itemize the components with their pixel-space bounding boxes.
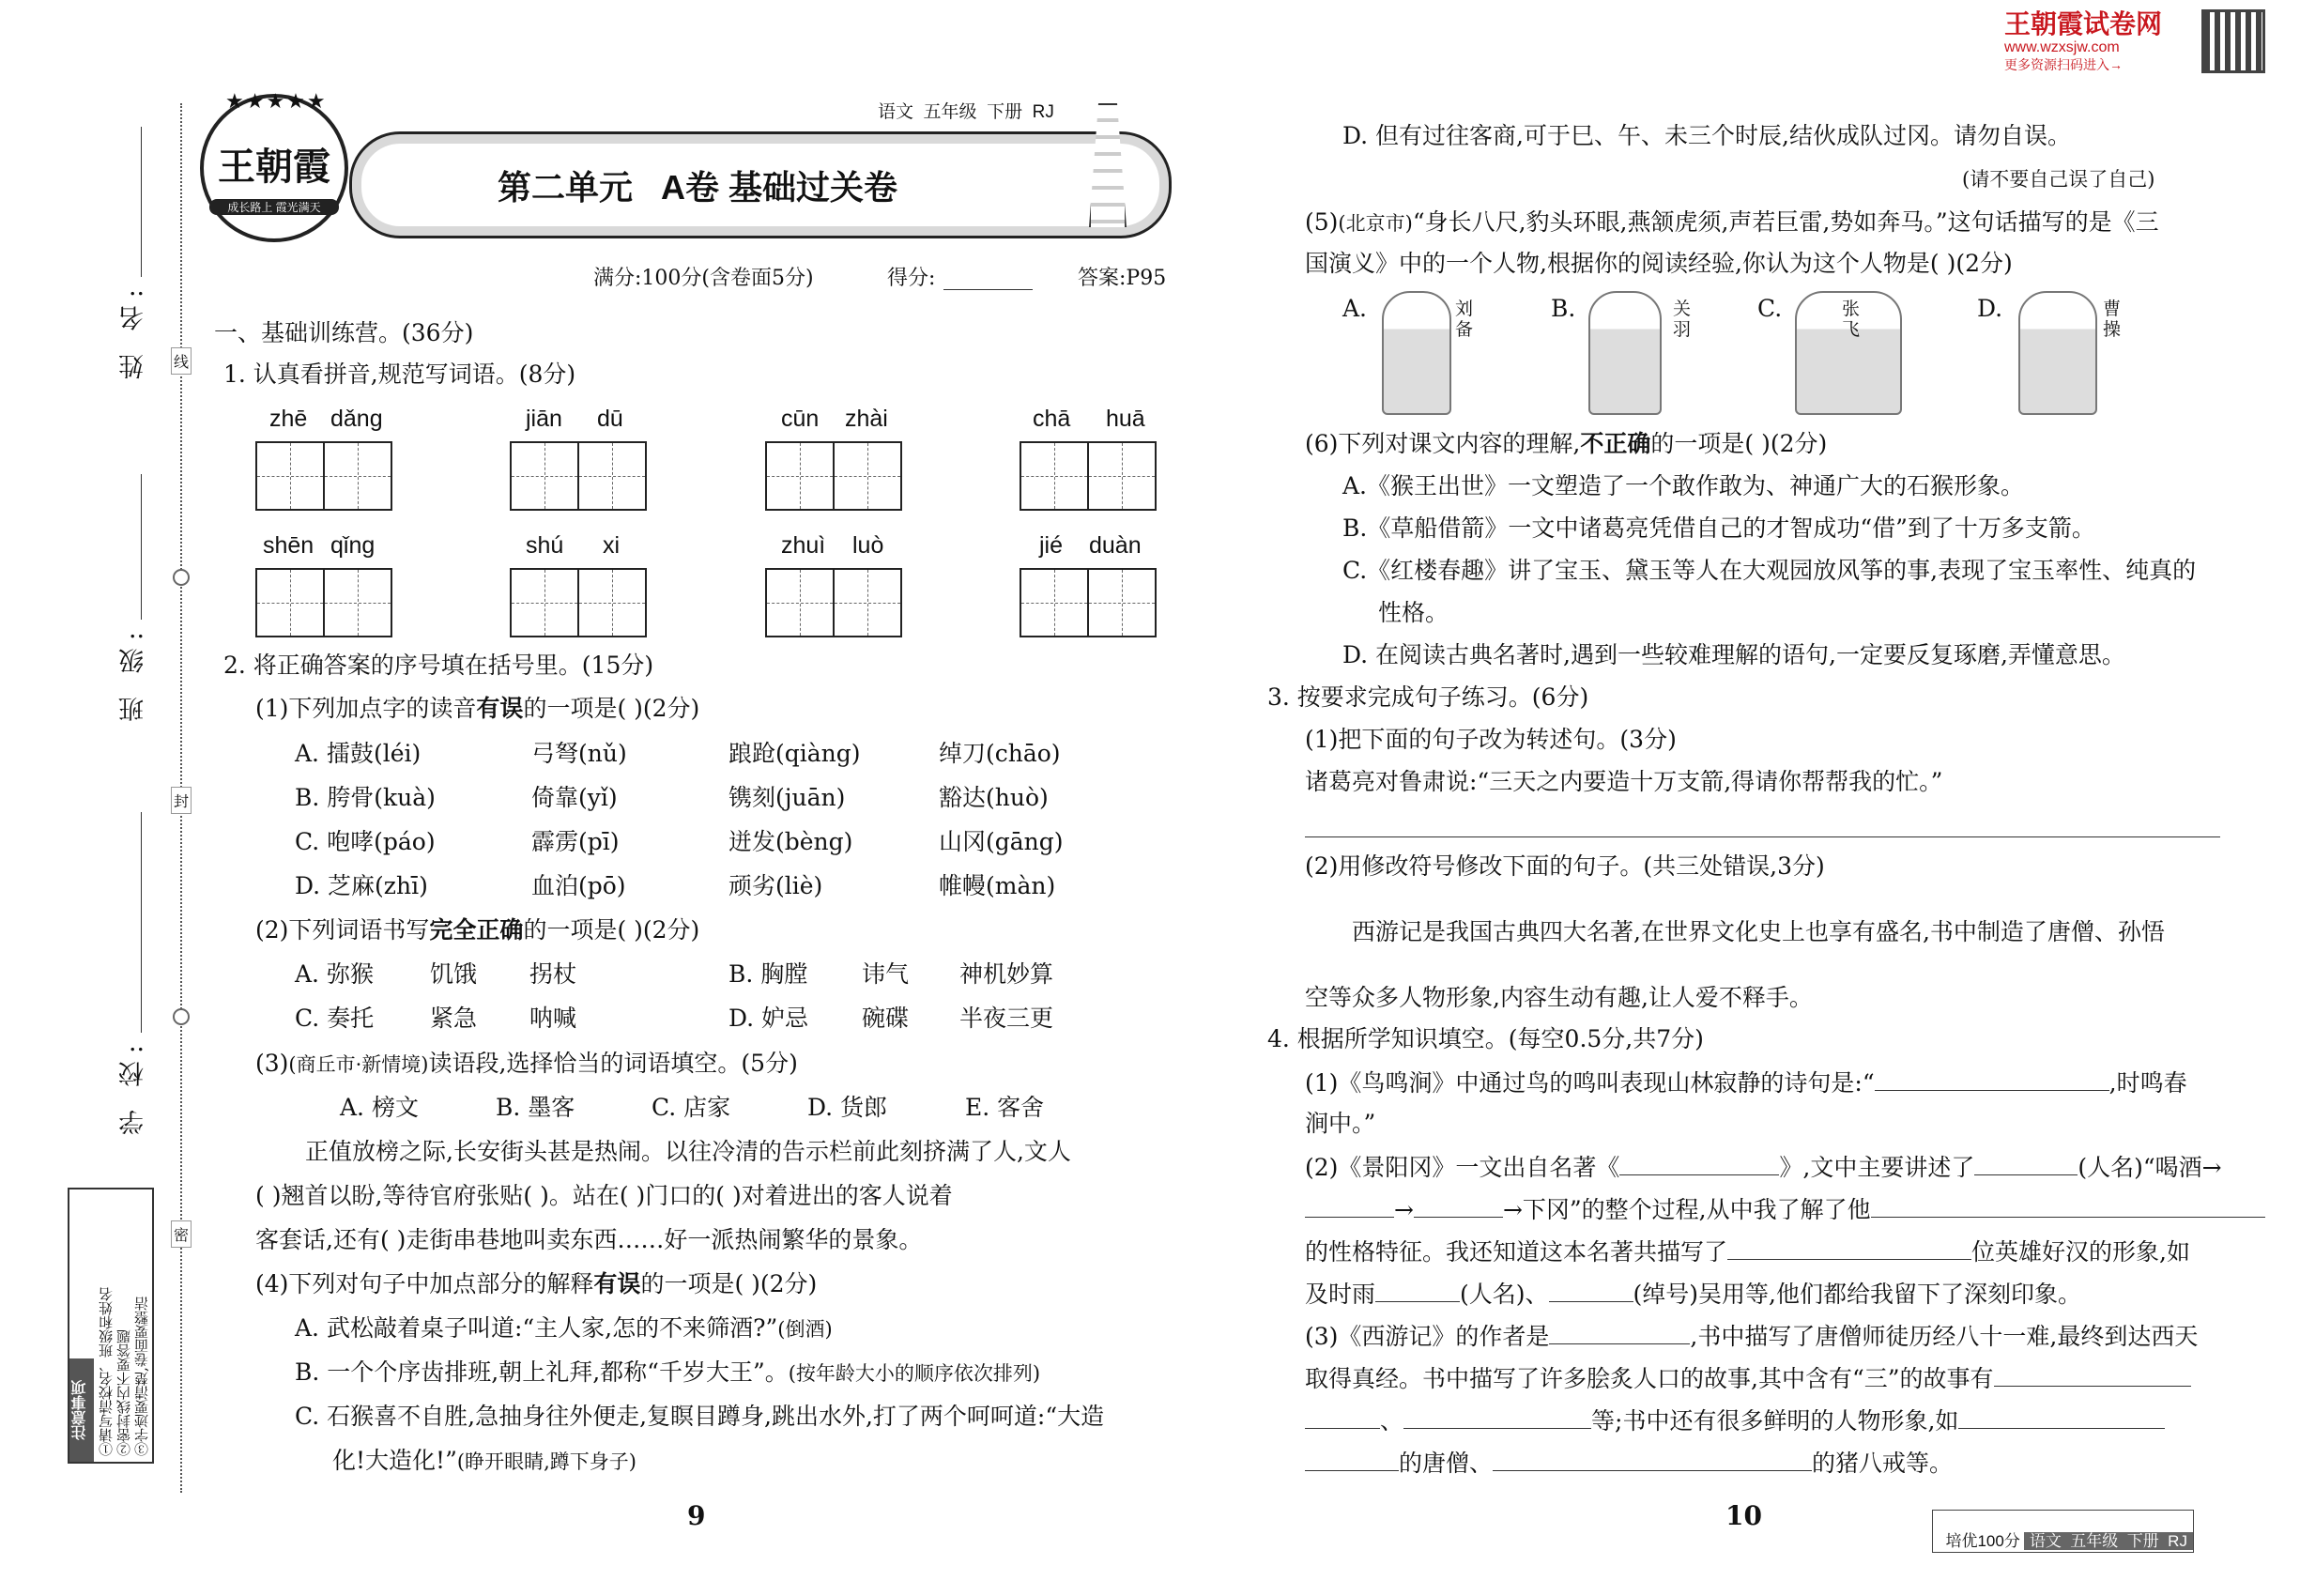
q3-p2-line1: 西游记是我国古典四大名著,在世界文化史上也享有盛名,书中制造了唐僧、孙悟 (1352, 918, 2165, 945)
q2-p1-option-a3: 踉跄(qiàng) (728, 740, 861, 767)
q4-s1: (1)《鸟鸣涧》中通过鸟的鸣叫表现山林寂静的诗句是:“ ,时鸣春 (1305, 1066, 2187, 1099)
q2-p2-a6: 神机妙算 (959, 960, 1054, 988)
q2-p1-option-b2: 倚靠(yǐ) (531, 784, 618, 811)
pinyin-5b: qǐng (330, 532, 376, 559)
q2-p1-option-a2: 弓弩(nǔ) (531, 740, 627, 767)
guan-yu-figure-icon (1588, 291, 1662, 415)
series-name: 培优100分 (1945, 1532, 2020, 1550)
q2-p3-passage-2: ( )翘首以盼,等待官府张贴( )。站在( )门口的( )对着进出的客人说着 (255, 1182, 953, 1209)
blank[interactable] (1727, 1235, 1971, 1260)
q2-p1-option-b1: B. 胯骨(kuà) (295, 784, 436, 811)
blank[interactable] (1403, 1404, 1591, 1429)
cut-mark-top: 线 (171, 347, 192, 375)
p5-option-d-letter: D. (1977, 295, 2003, 322)
q2-p1-option-b4: 豁达(huò) (939, 784, 1049, 811)
blank[interactable] (1375, 1277, 1460, 1302)
series-badge (1932, 1510, 2194, 1553)
blank[interactable] (1414, 1192, 1503, 1218)
pinyin-6b: xi (603, 532, 621, 559)
page-number-left: 9 (687, 1500, 706, 1531)
notice-title: 注意事项 (69, 1358, 94, 1462)
page-title: 第二单元 A卷 基础过关卷 (498, 168, 898, 207)
blank[interactable] (1549, 1277, 1633, 1302)
cao-cao-figure-icon (2018, 291, 2097, 415)
lighthouse-icon (1089, 103, 1127, 227)
q2-p2-c6: 半夜三更 (959, 1005, 1054, 1032)
q2-p6-option-c: C.《红楼春趣》讲了宝玉、黛玉等人在大观园放风筝的事,表现了宝玉率性、纯真的 (1342, 557, 2197, 584)
q2-p6-option-c-cont: 性格。 (1378, 599, 1449, 626)
pinyin-7a: zhuì (781, 532, 826, 559)
pinyin-4b: huā (1106, 406, 1145, 432)
p5-option-c-letter: C. (1757, 295, 1783, 322)
blank[interactable] (1305, 1404, 1380, 1429)
page-number-right: 10 (1725, 1500, 1762, 1531)
q2-p2-c5: 碗碟 (862, 1005, 910, 1032)
q2-p1-option-d4: 帷幔(màn) (939, 872, 1056, 899)
q2-p2-a5: 讳气 (862, 960, 910, 988)
q2-p3-stem: (3)(商丘市·新情境)读语段,选择恰当的词语填空。(5分) (255, 1050, 798, 1077)
p5-option-a-name: 刘备 (1455, 299, 1474, 340)
q2-p1-option-c3: 迸发(bèng) (728, 828, 853, 855)
binding-hole-icon (173, 1008, 190, 1025)
q2-p1-option-a4: 绰刀(chāo) (939, 740, 1061, 767)
series-meta: 语文 五年级 下册 RJ (2024, 1532, 2193, 1550)
q2-label: 2. 将正确答案的序号填在括号里。(15分) (223, 652, 654, 679)
pinyin-6a: shú (526, 532, 564, 559)
q2-p6-option-d: D. 在阅读古典名著时,遇到一些较难理解的语句,一定要反复琢磨,弄懂意思。 (1342, 641, 2125, 668)
q2-p2-stem: (2)下列词语书写完全正确的一项是( )(2分) (255, 916, 700, 944)
q2-p2-a3: 拐杖 (529, 960, 577, 988)
qr-code-icon[interactable] (2201, 9, 2265, 73)
pinyin-8a: jié (1039, 532, 1064, 559)
pinyin-2b: dū (597, 406, 623, 432)
cut-mark-middle: 封 (171, 787, 192, 814)
q2-p1-option-c1: C. 咆哮(páo) (295, 828, 436, 855)
q2-p1-stem: (1)下列加点字的读音有误的一项是( )(2分) (255, 695, 700, 722)
q2-p1-option-d3: 顽劣(liè) (728, 872, 823, 899)
logo-tagline: 成长路上 霞光满天 (209, 199, 339, 215)
header-meta: 语文 五年级 下册 RJ (878, 102, 1054, 122)
writing-grid[interactable] (765, 441, 902, 511)
blank[interactable] (1549, 1319, 1690, 1344)
q2-p1-option-c2: 霹雳(pī) (531, 828, 620, 855)
q2-p4-option-b: B. 一个个序齿排班,朝上礼拜,都称“千岁大王”。(按年龄大小的顺序依次排列) (295, 1358, 1041, 1386)
class-label: 班 级: (119, 624, 148, 722)
q3-p2: (2)用修改符号修改下面的句子。(共三处错误,3分) (1305, 852, 1825, 880)
score-label: 得分: (887, 267, 936, 290)
name-field[interactable] (141, 127, 142, 277)
section-heading: 一、基础训练营。(36分) (214, 319, 474, 346)
writing-grid[interactable] (510, 441, 647, 511)
notice-2: ②密封线内不要答题 (115, 1329, 132, 1456)
answer-ref: 答案:P95 (1078, 267, 1167, 290)
q2-p4-option-c-cont: 化!大造化!”(睁开眼睛,蹲下身子) (332, 1447, 636, 1474)
blank[interactable] (1974, 1150, 2078, 1175)
brand-url: www.wzxsjw.com (2004, 39, 2120, 55)
binding-hole-icon (173, 569, 190, 586)
blank[interactable] (1305, 1446, 1399, 1471)
q2-p2-c3: 呐喊 (529, 1005, 577, 1032)
pinyin-4a: chā (1033, 406, 1071, 432)
pinyin-3a: cūn (781, 406, 820, 432)
notice-1: ①请写清校名、班级和姓名 (98, 1287, 115, 1456)
writing-grid[interactable] (255, 568, 392, 637)
cut-mark-bottom: 密 (171, 1220, 192, 1248)
pinyin-1a: zhē (269, 406, 308, 432)
brand-tip: 更多资源扫码进入→ (2004, 57, 2123, 72)
blank[interactable] (1305, 1192, 1394, 1218)
writing-grid[interactable] (765, 568, 902, 637)
blank[interactable] (1958, 1404, 2165, 1429)
q2-p2-a1: A. 弥猴 (295, 960, 374, 988)
q2-p5-line1: (5)(北京市)“身长八尺,豹头环眼,燕颔虎须,声若巨雷,势如奔马。”这句话描写的是《三 (1305, 208, 2159, 236)
school-field[interactable] (141, 812, 142, 1033)
pinyin-2a: jiān (526, 406, 562, 432)
q2-p2-c1: C. 奏托 (295, 1005, 375, 1032)
notice-box (68, 1188, 154, 1464)
liu-bei-figure-icon (1382, 291, 1451, 415)
star-icon: ★★★★★ (225, 90, 328, 114)
q4-s2-cont1: → →下冈”的整个过程,从中我了解了他 (1305, 1192, 2265, 1226)
score-field[interactable] (943, 289, 1033, 290)
q3-label: 3. 按要求完成句子练习。(6分) (1267, 683, 1589, 711)
notice-3: ③字迹要清楚,卷面要整洁 (133, 1297, 150, 1456)
blank[interactable] (1875, 1066, 2109, 1091)
brand-block (2004, 9, 2197, 73)
q2-p1-option-b3: 镌刻(juān) (728, 784, 846, 811)
q2-p1-option-a1: A. 擂鼓(léi) (295, 740, 422, 767)
q2-p1-option-c4: 山冈(gāng) (939, 828, 1064, 855)
q4-s2-cont3: 及时雨 (人名)、 (绰号)吴用等,他们都给我留下了深刻印象。 (1305, 1277, 2081, 1311)
p5-option-b-name: 关羽 (1673, 299, 1692, 340)
school-label: 学 校: (119, 1037, 148, 1135)
score-info: 满分:100分(含卷面5分) (593, 267, 814, 290)
logo-text: 王朝霞 (218, 145, 330, 189)
q2-p1-option-d2: 血泊(pō) (531, 872, 626, 899)
q2-p2-a4: B. 胸膛 (728, 960, 808, 988)
name-label: 姓 名: (119, 282, 148, 379)
q4-s1-cont: 涧中。” (1305, 1110, 1376, 1137)
q2-p3-option-d: D. 货郎 (807, 1094, 888, 1121)
p5-option-b-letter: B. (1551, 295, 1576, 322)
q3-p1: (1)把下面的句子改为转述句。(3分) (1305, 726, 1677, 753)
q2-p2-c2: 紧急 (430, 1005, 478, 1032)
class-field[interactable] (141, 474, 142, 620)
q3-p1-sentence: 诸葛亮对鲁肃说:“三天之内要造十万支箭,得请你帮帮我的忙。” (1305, 768, 1943, 795)
q2-p4-option-d: D. 但有过往客商,可于巳、午、未三个时辰,结伙成队过冈。请勿自误。 (1342, 122, 2071, 149)
q2-p6-option-a: A.《猴王出世》一文塑造了一个敢作敢为、神通广大的石猴形象。 (1342, 472, 2025, 499)
q4-s3-cont1: 取得真经。书中描写了许多脍炙人口的故事,其中含有“三”的故事有 (1305, 1361, 2191, 1395)
q4-s3: (3)《西游记》的作者是 ,书中描写了唐僧师徒历经八十一难,最终到达西天 (1305, 1319, 2198, 1353)
q4-s3-cont3: 的唐僧、 的猪八戒等。 (1305, 1446, 1953, 1480)
q2-p4-option-d-note: (请不要自己误了自己) (1962, 168, 2155, 191)
q2-p3-passage-3: 客套话,还有( )走街串巷地叫卖东西……好一派热闹繁华的景象。 (255, 1226, 923, 1253)
q4-s3-cont2: 、 等;书中还有很多鲜明的人物形象,如 (1305, 1404, 2165, 1437)
p5-option-a-letter: A. (1342, 295, 1368, 322)
q2-p2-c4: D. 妒忌 (728, 1005, 809, 1032)
pinyin-5a: shēn (263, 532, 314, 559)
q4-s2: (2)《景阳冈》一文出自名著《 》,文中主要讲述了 (人名)“喝酒→ (1305, 1150, 2222, 1184)
q2-p4-stem: (4)下列对句子中加点部分的解释有误的一项是( )(2分) (255, 1270, 818, 1297)
q2-p4-option-a: A. 武松敲着桌子叫道:“主人家,怎的不来筛酒?”(倒酒) (295, 1314, 833, 1342)
blank[interactable] (1871, 1192, 2265, 1218)
q2-p3-option-e: E. 客舍 (965, 1094, 1045, 1121)
pinyin-3b: zhài (845, 406, 888, 432)
writing-grid[interactable] (1020, 568, 1157, 637)
pinyin-7b: luò (852, 532, 884, 559)
brand-name: 王朝霞试卷网 (2004, 9, 2163, 38)
q3-p2-line2: 空等众多人物形象,内容生动有趣,让人爱不释手。 (1305, 984, 1813, 1011)
q2-p3-passage-1: 正值放榜之际,长安街头甚是热闹。以往冷清的告示栏前此刻挤满了人,文人 (305, 1138, 1071, 1165)
blank[interactable] (1493, 1446, 1812, 1471)
writing-grid[interactable] (255, 441, 392, 511)
q1-label: 1. 认真看拼音,规范写词语。(8分) (223, 361, 576, 388)
q4-s2-cont2: 的性格特征。我还知道这本名著共描写了 位英雄好汉的形象,如 (1305, 1235, 2190, 1268)
pinyin-1b: dǎng (330, 406, 383, 432)
q2-p5-line2: 国演义》中的一个人物,根据你的阅读经验,你认为这个人物是( )(2分) (1305, 250, 2013, 277)
p5-option-d-name: 曹操 (2103, 299, 2122, 340)
blank[interactable] (1619, 1150, 1779, 1175)
p5-option-c-name: 张飞 (1842, 299, 1861, 340)
q2-p1-option-d1: D. 芝麻(zhī) (295, 872, 428, 899)
writing-grid[interactable] (1020, 441, 1157, 511)
q4-label: 4. 根据所学知识填空。(每空0.5分,共7分) (1267, 1025, 1704, 1052)
q2-p4-option-c: C. 石猴喜不自胜,急抽身往外便走,复瞑目蹲身,跳出水外,打了两个呵呵道:“大造 (295, 1403, 1105, 1430)
writing-grid[interactable] (510, 568, 647, 637)
q2-p2-a2: 饥饿 (430, 960, 478, 988)
q2-p3-option-a: A. 榜文 (340, 1094, 419, 1121)
pinyin-8b: duàn (1089, 532, 1142, 559)
q2-p3-option-b: B. 墨客 (496, 1094, 575, 1121)
logo (200, 94, 348, 242)
q2-p6-option-b: B.《草船借箭》一文中诸葛亮凭借自己的才智成功“借”到了十万多支箭。 (1342, 514, 2095, 542)
q3-answer-line[interactable] (1305, 836, 2220, 837)
q2-p6-stem: (6)下列对课文内容的理解,不正确的一项是( )(2分) (1305, 430, 1828, 457)
blank[interactable] (1994, 1361, 2191, 1387)
q2-p3-option-c: C. 店家 (652, 1094, 731, 1121)
